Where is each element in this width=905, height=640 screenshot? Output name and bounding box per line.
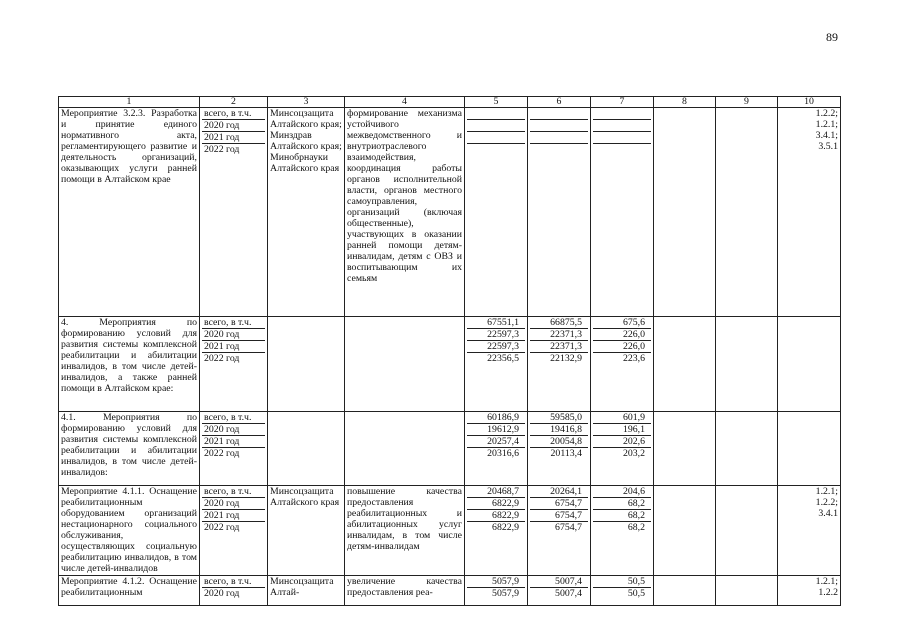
amount-value xyxy=(593,108,651,120)
amount-value: 60186,9 xyxy=(467,412,525,424)
amount-value xyxy=(467,108,525,120)
amount-cell xyxy=(528,412,591,486)
amount-value: 20468,7 xyxy=(467,486,525,498)
col-header: 2 xyxy=(200,97,268,108)
result-cell: формирование механизма устойчивого межведомственного и внутриотраслевого взаимодействия, координация работы органов исполнительной власти, органов местного самоуправления, организаций (включая общественные), участвующих в оказании ранней помощи детям-инвалидам, детям с ОВЗ и воспитывающим их семьям xyxy=(345,108,465,317)
amount-cell xyxy=(528,486,591,576)
amount-value: 226,0 xyxy=(593,341,651,353)
amount-value: 5007,4 xyxy=(555,588,582,599)
amount-cell xyxy=(465,412,528,486)
period-cell xyxy=(200,576,268,606)
amount-cell xyxy=(591,576,654,606)
period-label: 2021 год xyxy=(202,436,265,448)
table-row xyxy=(59,486,841,576)
empty-cell xyxy=(654,108,716,317)
amount-value: 22371,3 xyxy=(530,341,588,353)
amount-value: 601,9 xyxy=(593,412,651,424)
indicator-cell xyxy=(778,317,841,412)
header-row xyxy=(59,97,841,108)
amount-value xyxy=(593,120,651,132)
period-label: 2021 год xyxy=(202,341,265,353)
period-label: 2021 год xyxy=(202,132,265,144)
amount-value: 19416,8 xyxy=(530,424,588,436)
period-label: 2022 год xyxy=(204,448,240,459)
empty-cell xyxy=(654,576,716,606)
col-header: 3 xyxy=(268,97,345,108)
result-cell: увеличение качества предоставления реа- xyxy=(345,576,465,606)
period-label: 2020 год xyxy=(202,329,265,341)
period-cell xyxy=(200,412,268,486)
amount-value: 50,5 xyxy=(593,576,651,588)
indicator-cell xyxy=(778,412,841,486)
amount-value: 19612,9 xyxy=(467,424,525,436)
amount-value xyxy=(467,144,525,155)
period-label: 2020 год xyxy=(204,588,240,599)
amount-value: 5007,4 xyxy=(530,576,588,588)
activity-cell: Мероприятие 3.2.3. Разработка и принятие единого нормативного акта, регламентирующего развитие и деятельность организаций, оказывающих услуги ранней помощи в Алтайском крае xyxy=(59,108,200,317)
executor-cell xyxy=(268,317,345,412)
empty-cell xyxy=(716,576,778,606)
amount-cell xyxy=(528,576,591,606)
period-label: всего, в т.ч. xyxy=(202,576,265,588)
empty-cell xyxy=(654,412,716,486)
empty-cell xyxy=(654,317,716,412)
period-cell xyxy=(200,108,268,317)
amount-value: 6754,7 xyxy=(530,510,588,522)
period-label: 2021 год xyxy=(202,510,265,522)
amount-cell xyxy=(591,486,654,576)
period-cell xyxy=(200,317,268,412)
empty-cell xyxy=(716,108,778,317)
period-label: 2020 год xyxy=(202,498,265,510)
amount-value xyxy=(593,132,651,144)
amount-value xyxy=(467,120,525,132)
amount-value xyxy=(530,144,588,155)
amount-value xyxy=(530,132,588,144)
period-label: 2022 год xyxy=(204,522,240,533)
amount-value xyxy=(593,144,651,155)
amount-cell xyxy=(528,108,591,317)
amount-value: 202,6 xyxy=(593,436,651,448)
activity-cell: 4.1. Мероприятия по формированию условий для развития системы комплексной реабилитации и абилитации инвалидов, в том числе детей-инвалидов: xyxy=(59,412,200,486)
result-cell: повышение качества предоставления реабилитационных и абилитационных услуг инвалидам, в том числе детям-инвалидам xyxy=(345,486,465,576)
amount-value: 196,1 xyxy=(593,424,651,436)
amount-cell xyxy=(591,108,654,317)
period-label: всего, в т.ч. xyxy=(202,412,265,424)
amount-value: 68,2 xyxy=(593,510,651,522)
table-row xyxy=(59,108,841,317)
amount-value: 6822,9 xyxy=(467,510,525,522)
indicator-cell: 1.2.1; 1.2.2; 3.4.1 xyxy=(778,486,841,576)
amount-value: 204,6 xyxy=(593,486,651,498)
col-header: 8 xyxy=(654,97,716,108)
empty-cell xyxy=(716,486,778,576)
amount-value: 20264,1 xyxy=(530,486,588,498)
amount-value: 20316,6 xyxy=(487,448,519,459)
amount-value: 6822,9 xyxy=(492,522,519,533)
amount-value: 675,6 xyxy=(593,317,651,329)
col-header: 1 xyxy=(59,97,200,108)
result-cell xyxy=(345,412,465,486)
amount-value: 5057,9 xyxy=(467,576,525,588)
col-header: 4 xyxy=(345,97,465,108)
period-label: всего, в т.ч. xyxy=(202,486,265,498)
amount-value xyxy=(467,132,525,144)
result-cell xyxy=(345,317,465,412)
period-cell xyxy=(200,486,268,576)
amount-value: 6754,7 xyxy=(555,522,582,533)
amount-value: 66875,5 xyxy=(530,317,588,329)
program-activities-table xyxy=(58,96,841,606)
period-label: всего, в т.ч. xyxy=(202,317,265,329)
activity-cell: 4. Мероприятия по формированию условий для развития системы комплексной реабилитации и абилитации инвалидов, в том числе детей-инвалидов, а также ранней помощи в Алтайском крае: xyxy=(59,317,200,412)
amount-value: 226,0 xyxy=(593,329,651,341)
page-number: 89 xyxy=(826,30,838,44)
amount-value: 5057,9 xyxy=(492,588,519,599)
period-label: 2020 год xyxy=(202,120,265,132)
amount-value: 203,2 xyxy=(622,448,645,459)
amount-value: 22597,3 xyxy=(467,341,525,353)
executor-cell: Минсоцзащита Алтайского края; Минздрав Алтайского края; Минобрнауки Алтайского края xyxy=(268,108,345,317)
amount-value: 6822,9 xyxy=(467,498,525,510)
executor-cell: Минсоцзащита Алтайского края xyxy=(268,486,345,576)
amount-value: 22371,3 xyxy=(530,329,588,341)
period-label: 2020 год xyxy=(202,424,265,436)
amount-value: 59585,0 xyxy=(530,412,588,424)
empty-cell xyxy=(654,486,716,576)
empty-cell xyxy=(716,412,778,486)
period-label: 2022 год xyxy=(204,353,240,364)
table-row xyxy=(59,412,841,486)
amount-cell xyxy=(465,486,528,576)
amount-value: 50,5 xyxy=(627,588,645,599)
col-header: 7 xyxy=(591,97,654,108)
col-header: 6 xyxy=(528,97,591,108)
activity-cell: Мероприятие 4.1.2. Оснащение реабилитационным xyxy=(59,576,200,606)
amount-value: 6754,7 xyxy=(530,498,588,510)
executor-cell xyxy=(268,412,345,486)
empty-cell xyxy=(716,317,778,412)
indicator-cell: 1.2.1; 1.2.2 xyxy=(778,576,841,606)
amount-cell xyxy=(465,576,528,606)
amount-value: 67551,1 xyxy=(467,317,525,329)
table-row xyxy=(59,576,841,606)
amount-value xyxy=(530,120,588,132)
amount-cell xyxy=(591,317,654,412)
col-header: 10 xyxy=(778,97,841,108)
amount-value: 22356,5 xyxy=(487,353,519,364)
amount-value xyxy=(530,108,588,120)
amount-cell xyxy=(528,317,591,412)
col-header: 5 xyxy=(465,97,528,108)
amount-value: 68,2 xyxy=(593,498,651,510)
table-row xyxy=(59,317,841,412)
col-header: 9 xyxy=(716,97,778,108)
amount-value: 223,6 xyxy=(622,353,645,364)
amount-value: 20113,4 xyxy=(550,448,582,459)
amount-cell xyxy=(591,412,654,486)
amount-value: 20257,4 xyxy=(467,436,525,448)
amount-value: 22132,9 xyxy=(550,353,582,364)
amount-value: 68,2 xyxy=(627,522,645,533)
amount-value: 20054,8 xyxy=(530,436,588,448)
amount-cell xyxy=(465,108,528,317)
period-label: всего, в т.ч. xyxy=(202,108,265,120)
activity-cell: Мероприятие 4.1.1. Оснащение реабилитационным оборудованием организаций нестационарного социального обслуживания, осуществляющих социальную реабилитацию инвалидов, в том числе детей-инвалидов xyxy=(59,486,200,576)
executor-cell: Минсоцзащита Алтай- xyxy=(268,576,345,606)
amount-value: 22597,3 xyxy=(467,329,525,341)
period-label: 2022 год xyxy=(204,144,240,155)
indicator-cell: 1.2.2; 1.2.1; 3.4.1; 3.5.1 xyxy=(778,108,841,317)
amount-cell xyxy=(465,317,528,412)
